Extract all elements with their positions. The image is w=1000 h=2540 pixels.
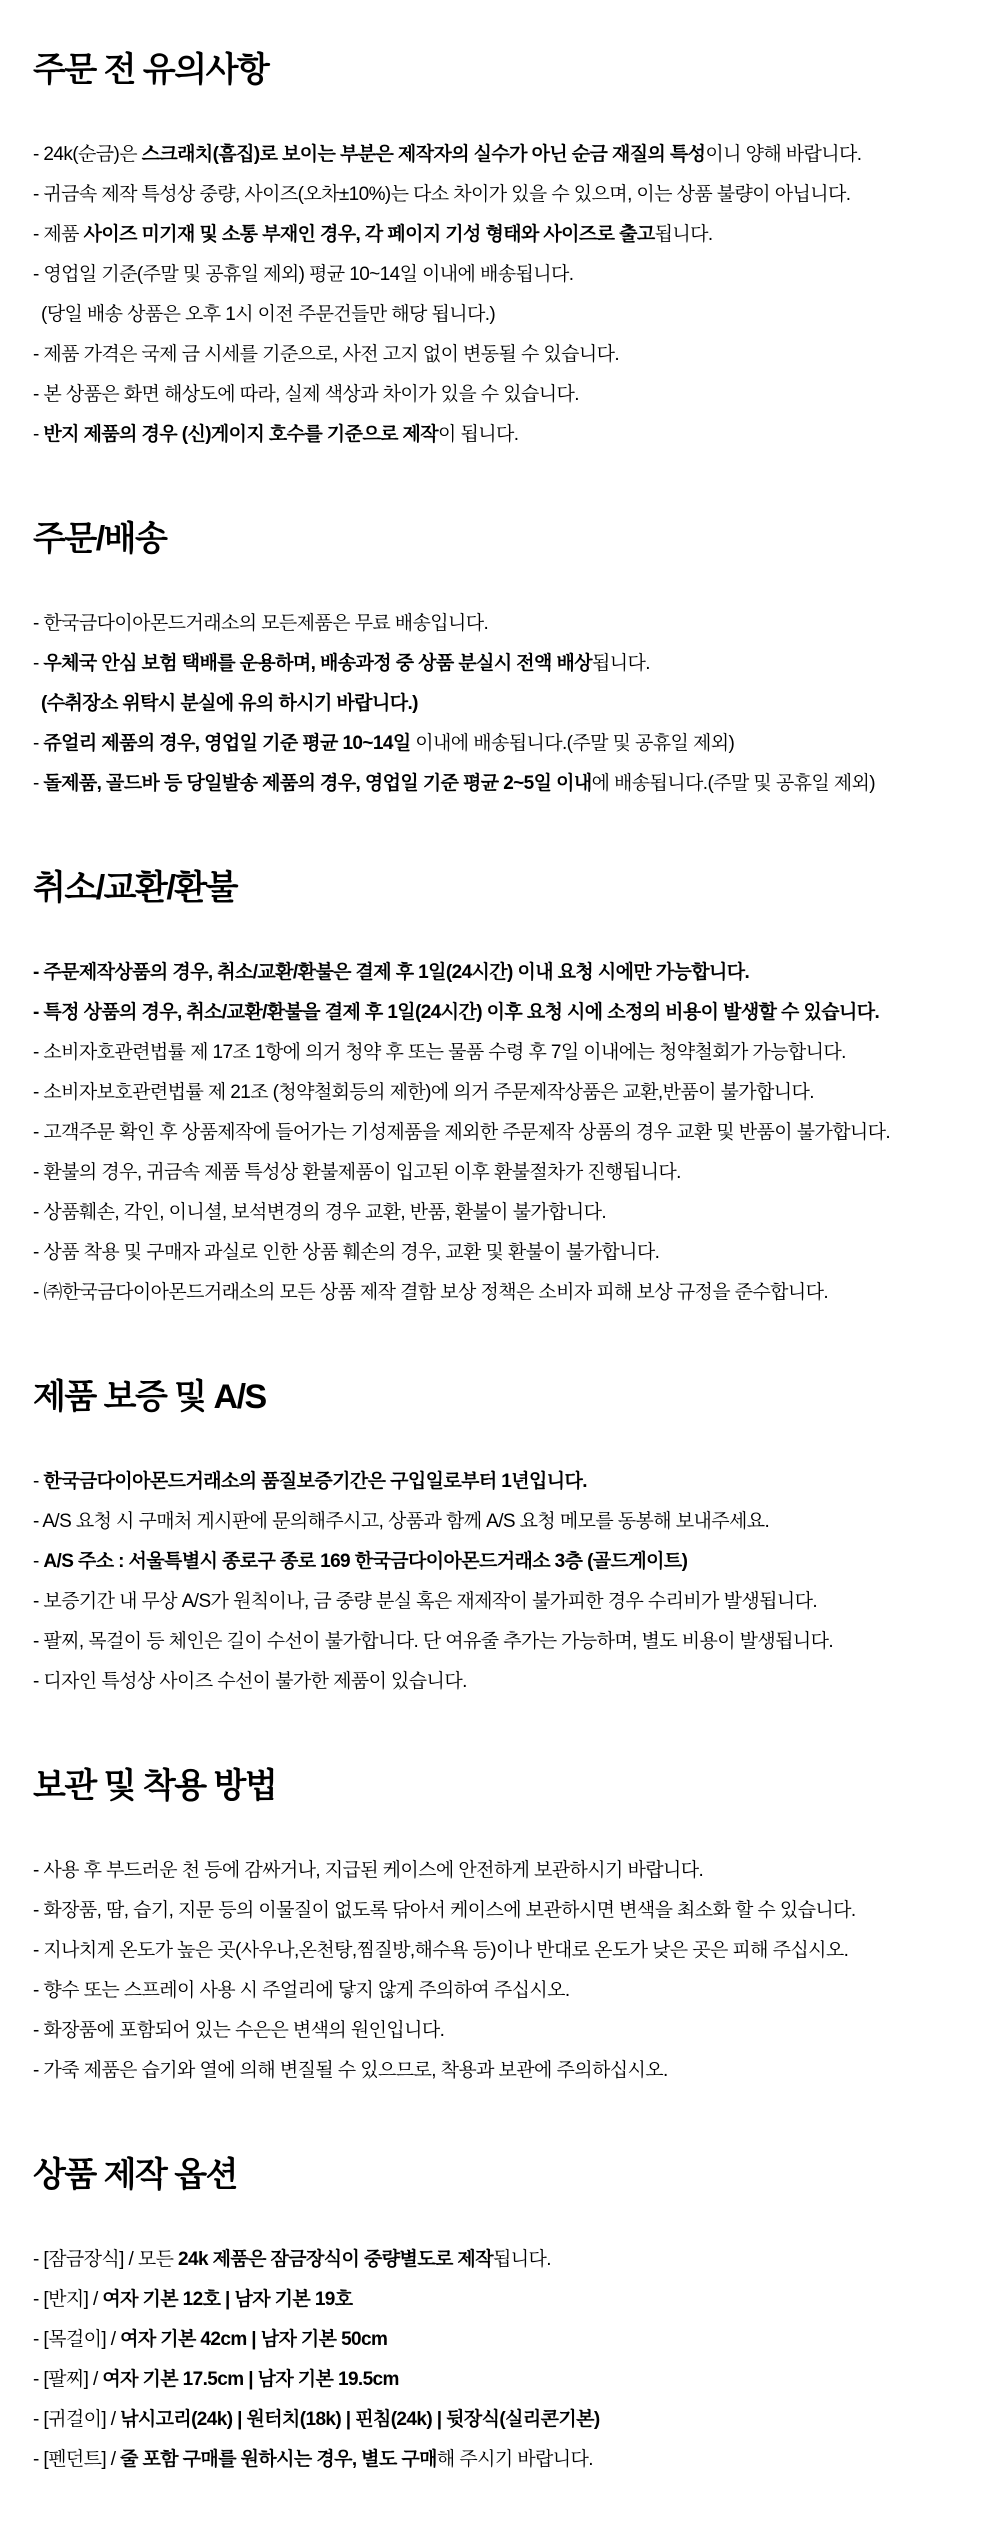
notice-section-storage-wearing	[33, 1766, 972, 2091]
section-items	[33, 953, 972, 1313]
notice-line-emphasis: 여자 기본 17.5cm | 남자 기본 19.5cm	[102, 2369, 399, 2390]
section-title-product-options: 상품 제작 옵션	[33, 2156, 237, 2194]
notice-line	[33, 644, 972, 684]
notice-line	[33, 1033, 972, 1073]
notice-line	[33, 2011, 972, 2051]
notice-line-text: - 제품 가격은 국제 금 시세를 기준으로, 사전 고지 없이 변동될 수 있습니다.	[33, 344, 620, 365]
notice-line-emphasis: 24k 제품은 잠금장식이 중량별도로 제작	[178, 2249, 493, 2270]
notice-line	[33, 1462, 972, 1502]
notice-line	[33, 953, 972, 993]
notice-line	[33, 415, 972, 455]
notice-section-product-options	[33, 2155, 972, 2480]
notice-section-pre-order-notice	[33, 50, 972, 455]
section-title-storage-wearing: 보관 및 착용 방법	[33, 1767, 277, 1805]
notice-line-text: -	[33, 1471, 44, 1492]
notice-sections	[33, 50, 972, 2480]
notice-line-text: -	[33, 733, 44, 754]
notice-line-text: - [반지] /	[33, 2289, 103, 2310]
notice-line-text: - [목걸이] /	[33, 2329, 121, 2350]
notice-line-text: - 사용 후 부드러운 천 등에 감싸거나, 지급된 케이스에 안전하게 보관하시기 바랍니다.	[33, 1860, 704, 1881]
notice-line-emphasis: 우체국 안심 보험 택배를 운용하며, 배송과정 중 상품 분실시 전액 배상	[43, 653, 592, 674]
notice-line	[33, 684, 972, 724]
notice-line-text: 됩니다.	[592, 653, 650, 674]
notice-line-text: 이 됩니다.	[438, 424, 519, 445]
notice-line-text: - 향수 또는 스프레이 사용 시 주얼리에 닿지 않게 주의하여 주십시오.	[33, 1980, 570, 2001]
notice-line	[33, 1971, 972, 2011]
notice-line	[33, 135, 972, 175]
notice-line	[33, 1273, 972, 1313]
notice-line	[33, 1073, 972, 1113]
notice-line-emphasis: 여자 기본 42cm | 남자 기본 50cm	[120, 2329, 388, 2350]
section-title-warranty-as: 제품 보증 및 A/S	[33, 1378, 266, 1416]
notice-line-text: - 영업일 기준(주말 및 공휴일 제외) 평균 10~14일 이내에 배송됩니다.	[33, 264, 574, 285]
notice-line-emphasis: 쥬얼리 제품의 경우, 영업일 기준 평균 10~14일	[43, 733, 411, 754]
notice-line	[33, 2400, 972, 2440]
notice-line	[33, 2440, 972, 2480]
notice-line-text: - 팔찌, 목걸이 등 체인은 길이 수선이 불가합니다. 단 여유줄 추가는 가능하며, 별도 비용이 발생됩니다.	[33, 1631, 834, 1652]
notice-line-text: - 24k(순금)은	[33, 144, 142, 165]
section-title-order-shipping: 주문/배송	[33, 520, 167, 558]
notice-line-text: - 화장품, 땀, 습기, 지문 등의 이물질이 없도록 닦아서 케이스에 보관하시면 변색을 최소화 할 수 있습니다.	[33, 1900, 856, 1921]
notice-line-text: - 고객주문 확인 후 상품제작에 들어가는 기성제품을 제외한 주문제작 상품의 경우 교환 및 반품이 불가합니다.	[33, 1122, 891, 1143]
section-items	[33, 1851, 972, 2091]
notice-line-emphasis: 낚시고리(24k) | 원터치(18k) | 핀침(24k) | 뒷장식(실리콘기본)	[120, 2409, 600, 2430]
notice-line-emphasis: - 주문제작상품의 경우, 취소/교환/환불은 결제 후 1일(24시간) 이내 요청 시에만 가능합니다.	[33, 962, 750, 983]
notice-line-text: 이니 양해 바랍니다.	[705, 144, 862, 165]
notice-line	[33, 1931, 972, 1971]
notice-line-text: - A/S 요청 시 구매처 게시판에 문의해주시고, 상품과 함께 A/S 요청 메모를 동봉해 보내주세요.	[33, 1511, 770, 1532]
notice-line-text: - 귀금속 제작 특성상 중량, 사이즈(오차±10%)는 다소 차이가 있을 수 있으며, 이는 상품 불량이 아닙니다.	[33, 184, 851, 205]
notice-line	[33, 1542, 972, 1582]
notice-line-emphasis: 한국금다이아몬드거래소의 품질보증기간은 구입일로부터 1년입니다.	[43, 1471, 587, 1492]
notice-line-emphasis: 반지 제품의 경우 (신)게이지 호수를 기준으로 제작	[43, 424, 439, 445]
notice-line-emphasis: 여자 기본 12호 | 남자 기본 19호	[102, 2289, 353, 2310]
notice-line	[33, 724, 972, 764]
notice-section-order-shipping	[33, 519, 972, 804]
notice-line	[33, 1502, 972, 1542]
notice-line	[33, 1233, 972, 1273]
notice-line	[33, 2360, 972, 2400]
notice-line	[33, 1193, 972, 1233]
notice-section-warranty-as	[33, 1377, 972, 1702]
notice-line-text: - 화장품에 포함되어 있는 수은은 변색의 원인입니다.	[33, 2020, 445, 2041]
notice-line-text: - 환불의 경우, 귀금속 제품 특성상 환불제품이 입고된 이후 환불절차가 진행됩니다.	[33, 1162, 681, 1183]
notice-line	[33, 1891, 972, 1931]
notice-line	[33, 375, 972, 415]
notice-line-text: - 소비자보호관련법률 제 21조 (청약철회등의 제한)에 의거 주문제작상품은 교환,반품이 불가합니다.	[33, 1082, 814, 1103]
notice-line-emphasis: (수취장소 위탁시 분실에 유의 하시기 바랍니다.)	[41, 693, 418, 714]
notice-section-cancel-exchange-refund	[33, 868, 972, 1313]
notice-line-text: -	[33, 1551, 44, 1572]
notice-line	[33, 1662, 972, 1702]
section-title-cancel-exchange-refund: 취소/교환/환불	[33, 869, 237, 907]
notice-line	[33, 604, 972, 644]
notice-line-emphasis: 스크래치(흠집)로 보이는 부분은 제작자의 실수가 아닌 순금 재질의 특성	[141, 144, 706, 165]
notice-line-text: 됩니다.	[654, 224, 713, 245]
notice-line-text: - [잠금장식] / 모든	[33, 2249, 179, 2270]
notice-line-emphasis: 줄 포함 구매를 원하시는 경우, 별도 구매	[120, 2449, 437, 2470]
notice-line-emphasis: A/S 주소 : 서울특별시 종로구 종로 169 한국금다이아몬드거래소 3층 (골드게이트)	[43, 1551, 688, 1572]
notice-line	[33, 1113, 972, 1153]
notice-line-text: 이내에 배송됩니다.(주말 및 공휴일 제외)	[410, 733, 735, 754]
notice-line-text: - 지나치게 온도가 높은 곳(사우나,온천탕,찜질방,해수욕 등)이나 반대로 온도가 낮은 곳은 피해 주십시오.	[33, 1940, 849, 1961]
notice-line-text: - [펜던트] /	[33, 2449, 121, 2470]
notice-line	[33, 1622, 972, 1662]
notice-line-text: - 가죽 제품은 습기와 열에 의해 변질될 수 있으므로, 착용과 보관에 주의하십시오.	[33, 2060, 668, 2081]
notice-line	[33, 2051, 972, 2091]
notice-line	[33, 1582, 972, 1622]
notice-line-text: - 소비자호관련법률 제 17조 1항에 의거 청약 후 또는 물품 수령 후 7일 이내에는 청약철회가 가능합니다.	[33, 1042, 846, 1063]
notice-line	[33, 2320, 972, 2360]
notice-line-text: - 한국금다이아몬드거래소의 모든제품은 무료 배송입니다.	[33, 613, 489, 634]
section-title-pre-order-notice: 주문 전 유의사항	[33, 51, 269, 89]
notice-line-text: - 본 상품은 화면 해상도에 따라, 실제 색상과 차이가 있을 수 있습니다.	[33, 384, 579, 405]
section-items	[33, 2240, 972, 2480]
notice-line	[33, 2240, 972, 2280]
notice-line-text: (당일 배송 상품은 오후 1시 이전 주문건들만 해당 됩니다.)	[41, 304, 496, 325]
notice-line	[33, 993, 972, 1033]
notice-line-text: - 상품 착용 및 구매자 과실로 인한 상품 훼손의 경우, 교환 및 환불이 불가합니다.	[33, 1242, 660, 1263]
notice-line	[33, 175, 972, 215]
notice-line-text: - 제품	[33, 224, 84, 245]
notice-line-text: - [귀걸이] /	[33, 2409, 121, 2430]
notice-line-text: 해 주시기 바랍니다.	[436, 2449, 593, 2470]
notice-line-text: - 상품훼손, 각인, 이니셜, 보석변경의 경우 교환, 반품, 환불이 불가합니다.	[33, 1202, 607, 1223]
notice-line	[33, 2280, 972, 2320]
notice-line-text: - [팔찌] /	[33, 2369, 103, 2390]
notice-line-text: -	[33, 424, 44, 445]
section-items	[33, 1462, 972, 1702]
notice-line-emphasis: 돌제품, 골드바 등 당일발송 제품의 경우, 영업일 기준 평균 2~5일 이내	[43, 773, 592, 794]
section-items	[33, 604, 972, 804]
notice-line	[33, 335, 972, 375]
notice-line	[33, 764, 972, 804]
notice-line-text: - 디자인 특성상 사이즈 수선이 불가한 제품이 있습니다.	[33, 1671, 467, 1692]
notice-line	[33, 1153, 972, 1193]
section-items	[33, 135, 972, 455]
notice-line-emphasis: 사이즈 미기재 및 소통 부재인 경우, 각 페이지 기성 형태와 사이즈로 출고	[83, 224, 655, 245]
notice-line-text: - ㈜한국금다이아몬드거래소의 모든 상품 제작 결함 보상 정책은 소비자 피해 보상 규정을 준수합니다.	[33, 1282, 829, 1303]
notice-line-text: 에 배송됩니다.(주말 및 공휴일 제외)	[591, 773, 875, 794]
notice-line-text: - 보증기간 내 무상 A/S가 원칙이나, 금 중량 분실 혹은 재제작이 불가피한 경우 수리비가 발생됩니다.	[33, 1591, 818, 1612]
notice-line	[33, 295, 972, 335]
notice-line	[33, 215, 972, 255]
notice-line-text: -	[33, 773, 44, 794]
notice-line-text: -	[33, 653, 44, 674]
notice-line-text: 됩니다.	[492, 2249, 551, 2270]
notice-line	[33, 255, 972, 295]
notice-line	[33, 1851, 972, 1891]
notice-line-emphasis: - 특정 상품의 경우, 취소/교환/환불을 결제 후 1일(24시간) 이후 요청 시에 소정의 비용이 발생할 수 있습니다.	[33, 1002, 880, 1023]
